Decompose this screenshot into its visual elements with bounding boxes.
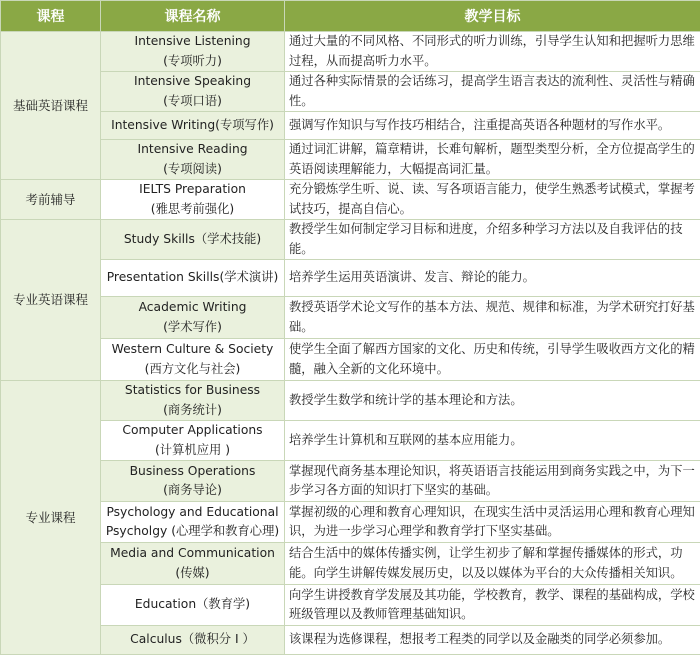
table-row — [1, 180, 700, 220]
course-name-cn: (雅思考前强化) — [150, 201, 235, 216]
course-name-en: Intensive Reading — [137, 142, 248, 156]
course-name-en: Statistics for Business — [124, 383, 261, 397]
table-row — [1, 585, 700, 626]
teaching-goal-cell: 向学生讲授教育学发展及其功能，学校教育，教学、课程的基础构成，学校班级管理以及教师管理基础知识。 — [285, 585, 700, 626]
course-name-cell — [101, 180, 285, 220]
teaching-goal-cell: 通过大量的不同风格、不同形式的听力训练，引导学生认知和把握听力思维过程，从而提高听力水平。 — [285, 32, 700, 72]
table-row — [1, 260, 700, 297]
teaching-goal-cell: 通过各种实际情景的会话练习，提高学生语言表达的流利性、灵活性与精确性。 — [285, 72, 700, 112]
course-name-cell — [101, 72, 285, 112]
course-name-cn: (西方文化与社会) — [144, 361, 241, 376]
table-row — [1, 140, 700, 180]
table-row — [1, 543, 700, 585]
course-name-cell — [101, 32, 285, 72]
course-name-cell — [101, 112, 285, 140]
teaching-goal-cell: 掌握初级的心理和教育心理知识，在现实生活中灵活运用心理和教育心理知识，为进一步学习心理学和教育学打下坚实基础。 — [285, 502, 700, 543]
course-name-cn: (商务导论) — [163, 483, 222, 497]
table-row — [1, 339, 700, 381]
course-name-cn: (学术写作) — [163, 319, 222, 334]
table-row — [1, 626, 700, 655]
course-name-en: Media and Communication — [110, 546, 275, 560]
teaching-goal-cell: 充分锻炼学生听、说、读、写各项语言能力，使学生熟悉考试模式，掌握考试技巧，提高自信心。 — [285, 180, 700, 220]
teaching-goal-cell: 教授英语学术论文写作的基本方法、规范、规律和标准，为学术研究打好基础。 — [285, 297, 700, 339]
teaching-goal-cell: 掌握现代商务基本理论知识，将英语语言技能运用到商务实践之中，为下一步学习各方面的知识打下坚实的基础。 — [285, 461, 700, 502]
header-teaching-goal: 教学目标 — [285, 1, 700, 32]
course-name-cell — [101, 626, 285, 655]
table-row — [1, 72, 700, 112]
header-row — [1, 1, 700, 32]
course-name-en: Computer Applications — [122, 423, 263, 437]
course-name-cn: (专项阅读) — [163, 161, 222, 176]
course-name-cell — [101, 260, 285, 297]
teaching-goal-cell: 通过词汇讲解，篇章精讲，长难句解析，题型类型分析，全方位提高学生的英语阅读理解能力，大幅提高词汇量。 — [285, 140, 700, 180]
course-name-cell — [101, 140, 285, 180]
table-row — [1, 421, 700, 461]
teaching-goal-cell: 结合生活中的媒体传播实例，让学生初步了解和掌握传播媒体的形式，功能。向学生讲解传媒发展历史，以及以媒体为平台的大众传播相关知识。 — [285, 543, 700, 585]
course-name-en: Presentation Skills(学术演讲) — [106, 270, 279, 285]
table-row — [1, 461, 700, 502]
course-name-cell — [101, 421, 285, 461]
course-name-en: Western Culture & Society — [111, 342, 274, 356]
course-name-en: Intensive Speaking — [133, 74, 252, 88]
course-name-cell — [101, 297, 285, 339]
table-row — [1, 220, 700, 260]
category-cell: 专业英语课程 — [1, 220, 101, 381]
course-name-cn: Psycholgy (心理学和教育心理) — [105, 524, 280, 538]
course-name-en: Academic Writing — [138, 300, 247, 314]
course-name-cell — [101, 381, 285, 421]
table-row — [1, 112, 700, 140]
category-cell: 专业课程 — [1, 381, 101, 655]
course-name-cn: (专项听力) — [163, 53, 222, 68]
course-name-cell — [101, 461, 285, 502]
course-name-en: Intensive Writing(专项写作) — [111, 117, 274, 132]
table-row — [1, 297, 700, 339]
course-name-cell — [101, 339, 285, 381]
course-name-cell — [101, 502, 285, 543]
course-name-cell — [101, 543, 285, 585]
teaching-goal-cell: 教授学生如何制定学习目标和进度，介绍多种学习方法以及自我评估的技能。 — [285, 220, 700, 260]
course-name-en: IELTS Preparation — [139, 182, 246, 196]
course-name-cn: (商务统计) — [163, 402, 222, 417]
table-row — [1, 502, 700, 543]
teaching-goal-cell: 强调写作知识与写作技巧相结合，注重提高英语各种题材的写作水平。 — [285, 112, 700, 140]
course-name-en: Study Skills（学术技能) — [123, 231, 262, 246]
teaching-goal-cell: 该课程为选修课程，想报考工程类的同学以及金融类的同学必须参加。 — [285, 626, 700, 655]
header-course-name: 课程名称 — [101, 1, 285, 32]
header-category: 课程 — [1, 1, 101, 32]
course-name-en: Education（教育学) — [134, 597, 251, 612]
teaching-goal-cell: 教授学生数学和统计学的基本理论和方法。 — [285, 381, 700, 421]
course-name-cell — [101, 220, 285, 260]
category-cell: 基础英语课程 — [1, 32, 101, 180]
table-row — [1, 32, 700, 72]
category-cell: 考前辅导 — [1, 180, 101, 220]
course-name-cell — [101, 585, 285, 626]
teaching-goal-cell: 使学生全面了解西方国家的文化、历史和传统，引导学生吸收西方文化的精髓，融入全新的文化环境中。 — [285, 339, 700, 381]
table-row — [1, 381, 700, 421]
course-name-en: Calculus（微积分 I ） — [130, 632, 255, 647]
teaching-goal-cell: 培养学生运用英语演讲、发言、辩论的能力。 — [285, 260, 700, 297]
course-name-en: Intensive Listening — [134, 34, 251, 48]
course-name-cn: (计算机应用 ) — [155, 442, 230, 457]
course-name-cn: (专项口语) — [163, 93, 222, 108]
course-name-en: Business Operations — [129, 463, 256, 478]
course-name-cn: (传媒) — [175, 565, 210, 580]
course-name-en: Psychology and Educational — [106, 504, 279, 519]
teaching-goal-cell: 培养学生计算机和互联网的基本应用能力。 — [285, 421, 700, 461]
